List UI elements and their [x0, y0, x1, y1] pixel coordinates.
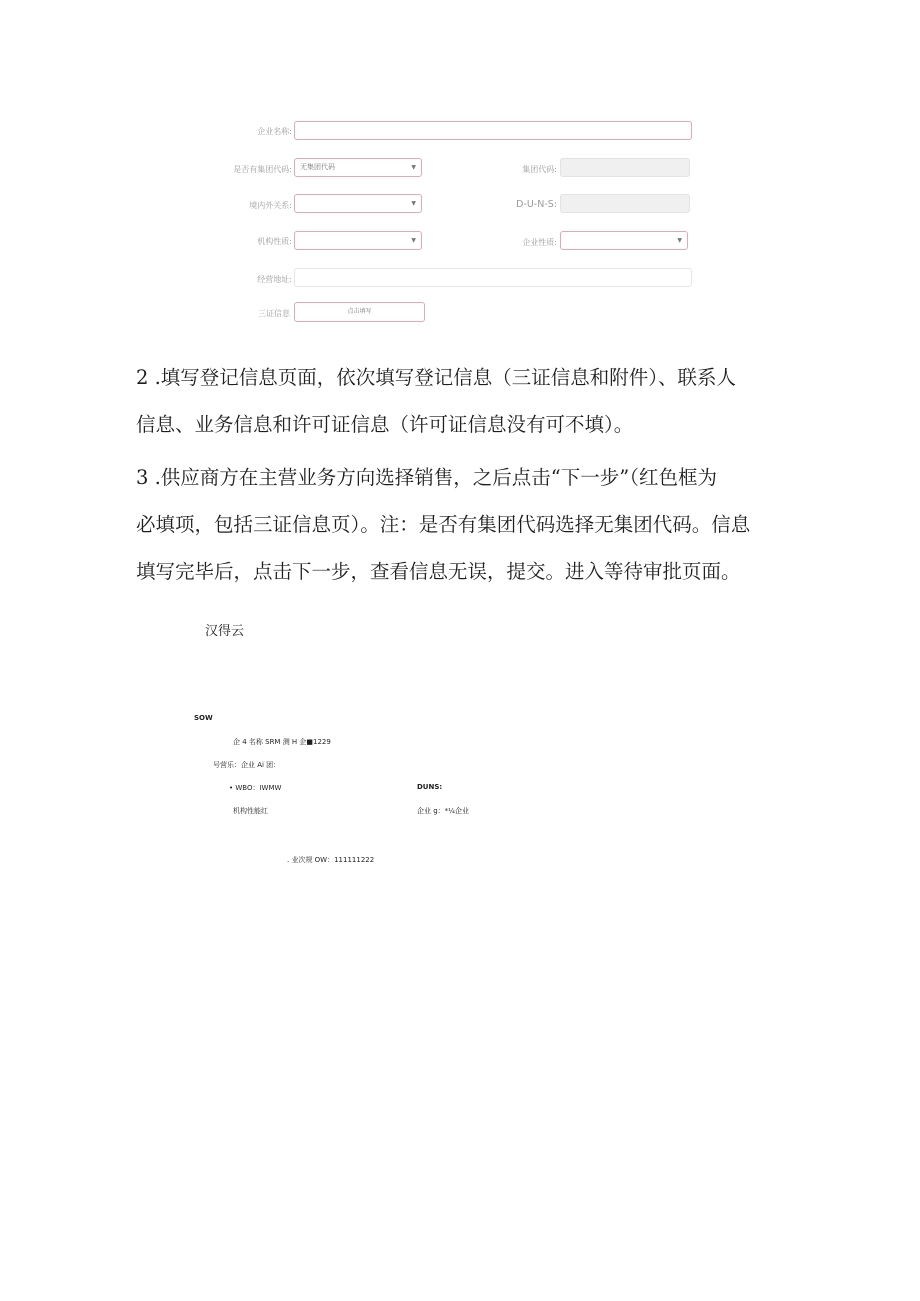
- step-3-line: 必填项，包括三证信息页）。注：是否有集团代码选择无集团代码。信息: [136, 513, 751, 536]
- business-address-input[interactable]: [294, 268, 692, 287]
- step-2-line: 2 .填写登记信息页面，依次填写登记信息（三证信息和附件）、联系人: [136, 366, 737, 389]
- enterprise-nature-label: 企业性质:: [522, 238, 557, 247]
- certificates-label: 三证信息: [258, 309, 290, 318]
- org-nature-label: 机构性质:: [257, 237, 292, 246]
- duns-label: D-U-N-S:: [516, 199, 557, 210]
- group-code-label: 集团代码:: [522, 165, 557, 174]
- step-3-line: 3 .供应商方在主营业务方向选择销售，之后点击“下一步”（红色框为: [136, 466, 717, 489]
- certificates-fill-button[interactable]: 点击填写: [294, 302, 425, 322]
- brand-title: 汉得云: [205, 624, 245, 639]
- domestic-relation-select[interactable]: [294, 194, 422, 213]
- screenshot-text: DUNS:: [417, 783, 443, 791]
- chevron-down-icon: ▼: [411, 164, 416, 171]
- step-3-line: 填写完毕后，点击下一步，查看信息无误，提交。进入等待审批页面。: [136, 560, 741, 583]
- step-2-paragraph: [136, 354, 786, 448]
- group-code-flag-label: 是否有集团代码:: [233, 165, 292, 174]
- screenshot-text: SOW: [194, 714, 213, 722]
- chevron-down-icon: ▼: [411, 237, 416, 244]
- screenshot-text: 企 4 名称 SRM 测 H 企■1229: [233, 738, 331, 746]
- step-2-line: 信息、业务信息和许可证信息（许可证信息没有可不填）。: [136, 413, 634, 436]
- chevron-down-icon: ▼: [411, 200, 416, 207]
- screenshot-text: • WBO：IWMW: [229, 784, 282, 792]
- group-code-input: [560, 158, 690, 177]
- duns-input: [560, 194, 690, 213]
- company-name-input[interactable]: [294, 121, 692, 140]
- domestic-relation-label: 境内外关系:: [249, 201, 292, 210]
- step-3-paragraph: [136, 454, 786, 595]
- chevron-down-icon: ▼: [677, 237, 682, 244]
- enterprise-nature-select[interactable]: [560, 231, 688, 250]
- screenshot-text: 企业 g：*¼企业: [417, 807, 469, 815]
- org-nature-select[interactable]: [294, 231, 422, 250]
- group-code-flag-value: 无集团代码: [300, 163, 335, 171]
- company-name-label: 企业名称:: [257, 127, 292, 136]
- registration-form-screenshot: [0, 0, 920, 340]
- business-address-label: 经营地址:: [257, 275, 292, 284]
- screenshot-text: 号营乐：企业 Ai 团：: [213, 761, 281, 769]
- screenshot-text: 机构性能红: [233, 807, 268, 815]
- group-code-flag-select[interactable]: [294, 158, 422, 177]
- screenshot-text: . 业次规 OW：111111222: [287, 856, 375, 864]
